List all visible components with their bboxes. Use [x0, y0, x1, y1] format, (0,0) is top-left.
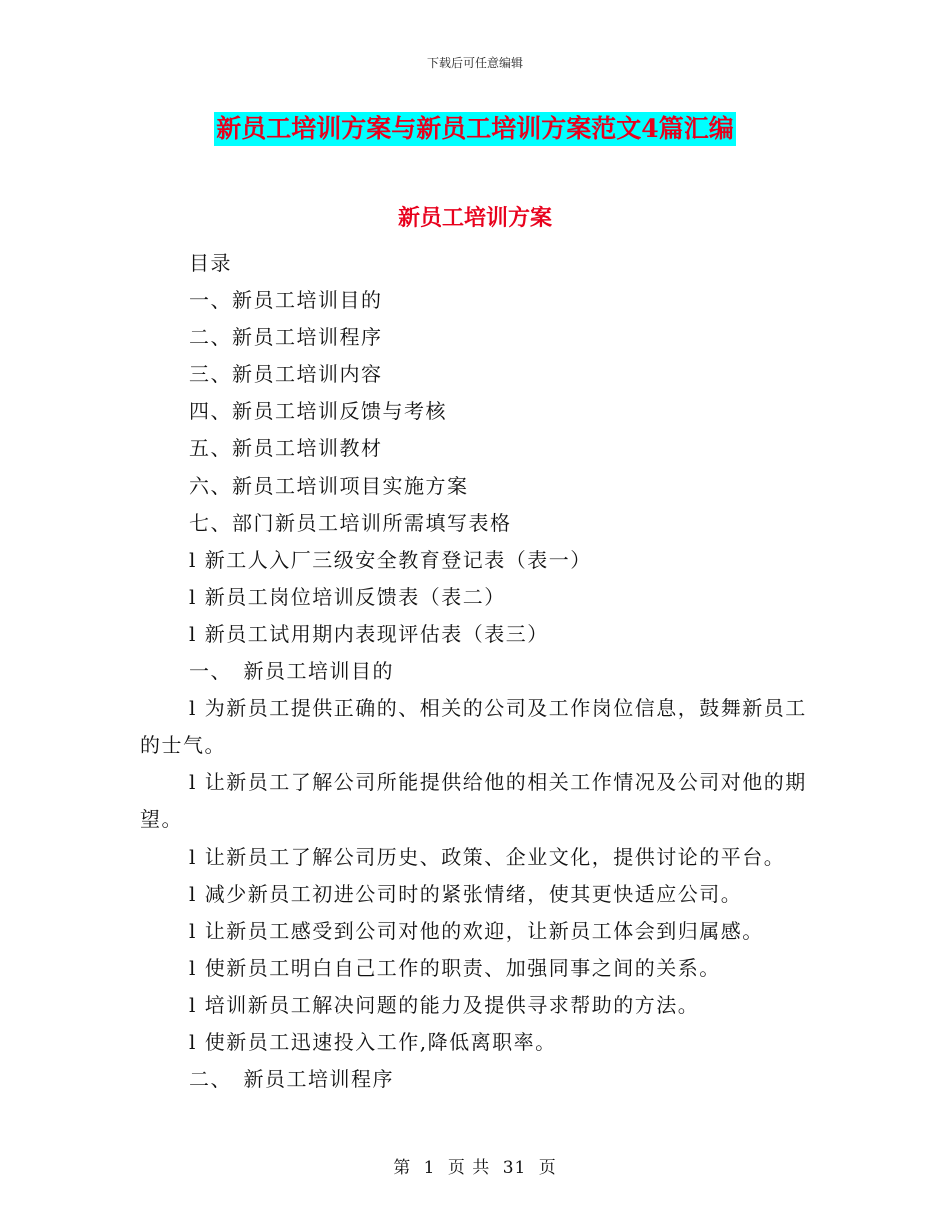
main-title: 新员工培训方案与新员工培训方案范文4篇汇编 [214, 112, 735, 146]
section-heading: 二、 新员工培训程序 [189, 1067, 394, 1092]
body-paragraph: l 使新员工明白自己工作的职责、加强同事之间的关系。 [189, 955, 721, 980]
toc-item: 五、新员工培训教材 [189, 436, 383, 461]
body-paragraph: l 让新员工了解公司历史、政策、企业文化，提供讨论的平台。 [189, 844, 786, 869]
toc-subitem: l 新员工试用期内表现评估表（表三） [189, 621, 549, 646]
footer-mid: 页 共 [447, 1158, 491, 1178]
section-heading: 一、 新员工培训目的 [189, 659, 394, 684]
body-text [140, 245, 810, 1098]
footer-prefix: 第 [393, 1158, 412, 1178]
toc-item: 四、新员工培训反馈与考核 [189, 399, 447, 424]
sub-title: 新员工培训方案 [397, 205, 552, 231]
page-footer [0, 1153, 950, 1178]
body-paragraph: l 减少新员工初进公司时的紧张情绪，使其更快适应公司。 [189, 881, 743, 906]
toc-subitem: l 新员工岗位培训反馈表（表二） [189, 584, 506, 609]
footer-total-pages: 31 [502, 1158, 527, 1178]
body-paragraph: l 培训新员工解决问题的能力及提供寻求帮助的方法。 [189, 992, 700, 1017]
toc-subitem: l 新工人入厂三级安全教育登记表（表一） [189, 547, 592, 572]
body-paragraph: l 让新员工感受到公司对他的欢迎，让新员工体会到归属感。 [189, 918, 764, 943]
toc-item: 三、新员工培训内容 [189, 362, 383, 387]
body-paragraph: l 使新员工迅速投入工作,降低离职率。 [189, 1029, 557, 1054]
footer-page-number: 1 [423, 1158, 436, 1178]
toc-heading: 目录 [189, 251, 232, 275]
footer-suffix: 页 [538, 1158, 557, 1178]
main-title-wrap [0, 112, 950, 146]
header-note: 下载后可任意编辑 [426, 56, 523, 70]
body-paragraph: l 让新员工了解公司所能提供给他的相关工作情况及公司对他的期望。 [140, 770, 807, 832]
toc-item: 六、新员工培训项目实施方案 [189, 473, 469, 498]
body-paragraph: l 为新员工提供正确的、相关的公司及工作岗位信息，鼓舞新员工的士气。 [140, 696, 807, 758]
toc-item: 二、新员工培训程序 [189, 325, 383, 350]
toc-item: 一、新员工培训目的 [189, 288, 383, 313]
toc-item: 七、部门新员工培训所需填写表格 [189, 510, 512, 535]
